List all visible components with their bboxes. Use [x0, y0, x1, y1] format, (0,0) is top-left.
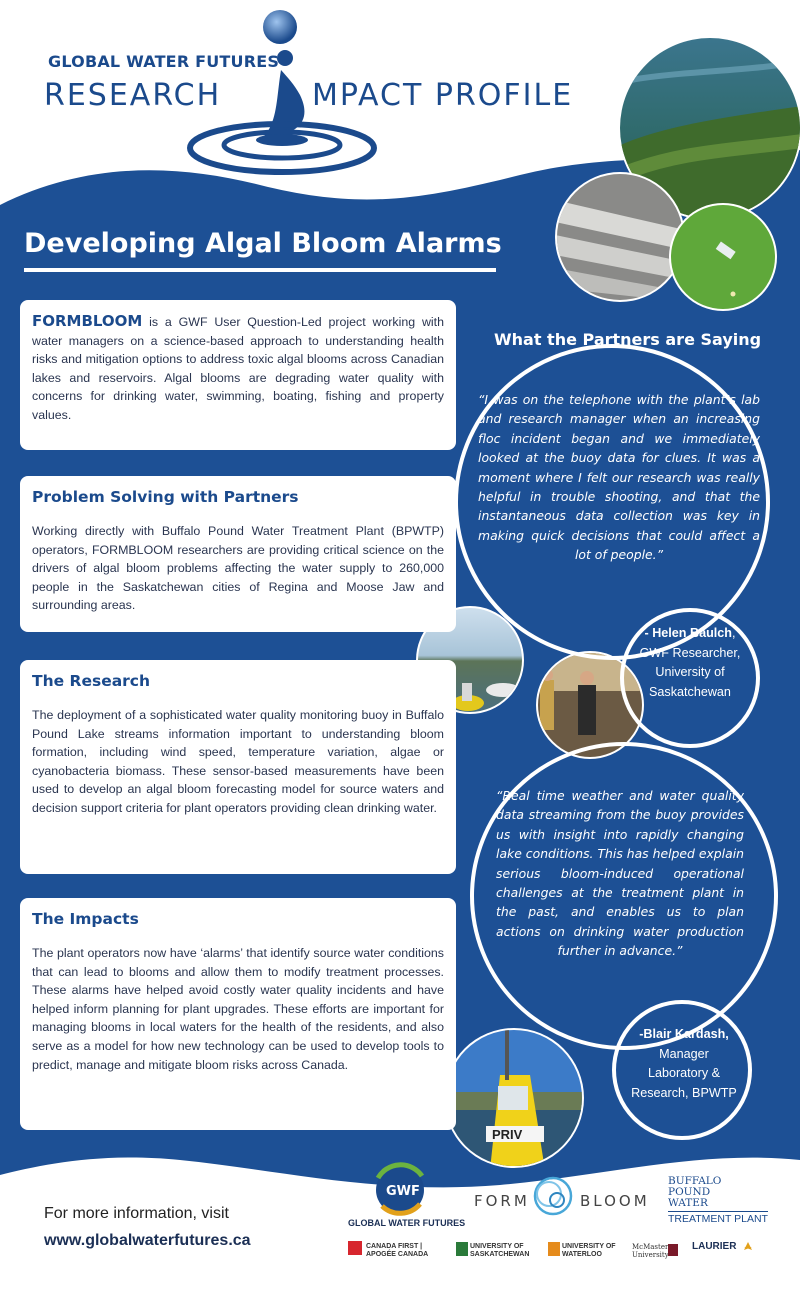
partner-logo-mcmaster: McMaster University — [632, 1243, 669, 1259]
formbloom-logo-mark — [535, 1178, 571, 1214]
quote-2-attribution — [628, 1025, 740, 1103]
footer-info: For more information, visit — [44, 1205, 229, 1222]
formbloom-left: FORM — [474, 1192, 530, 1210]
footer-url-link[interactable]: www.globalwaterfutures.ca — [44, 1232, 251, 1249]
quote-2-text: “Real time weather and water quality data streaming from the buoy provides us with insight into rapidly changing lake conditions. This has helped explain serious bloom-induced operational challenges at the treatment plant in the past, and enables us to plan actions on drinking water production further in advance.” — [496, 788, 744, 959]
section-card-partners — [20, 476, 456, 632]
section-heading: Problem Solving with Partners — [32, 488, 299, 506]
gwf-footer-logo — [376, 1165, 424, 1214]
section-card-impacts — [20, 898, 456, 1130]
intro-lead: FORMBLOOM — [32, 312, 143, 330]
bpwtp-sub: TREATMENT PLANT — [668, 1213, 768, 1225]
intro-text — [32, 312, 444, 425]
bpwtp-logo — [668, 1176, 768, 1225]
title-rule — [24, 268, 496, 272]
section-text: Working directly with Buffalo Pound Water Treatment Plant (BPWTP) operators, FORMBLOOM researchers are providing critical science on the drivers of algal bloom problems affecting the water supply to 260,000 people in the Saskatchewan cities of Regina and Moose Jaw and surrounding areas. — [32, 524, 444, 613]
header-title-part2: MPACT PROFILE — [312, 78, 574, 113]
formbloom-logo-text — [474, 1192, 650, 1210]
header-org: GLOBAL WATER FUTURES — [48, 52, 280, 71]
partner-logo-canada-first: CANADA FIRST | APOGÉE CANADA — [366, 1243, 429, 1258]
buoy-label: PRIV — [492, 1127, 523, 1142]
bpwtp-name: BUFFALO POUND WATER — [668, 1175, 722, 1209]
section-card-research — [20, 660, 456, 874]
section-text: The plant operators now have ‘alarms’ that identify source water conditions that can lead to blooms and allow them to modify treatment processes. These alarms have helped avoid costly water quality incidents and have helped inform planning for plant upgrades. These efforts are important for managing blooms in local waters for the health of the residents, and also serve as a model for how new technology can be used to develop tools to predict, manage and mitigate bloom risks across Canada. — [32, 946, 444, 1072]
quote-1-attribution — [634, 624, 746, 702]
svg-text:GWF: GWF — [386, 1184, 420, 1199]
gwf-logo-text: GLOBAL WATER FUTURES — [348, 1218, 466, 1228]
partners-title: What the Partners are Saying — [494, 330, 762, 349]
partner-logo-usask: UNIVERSITY OF SASKATCHEWAN — [470, 1243, 530, 1258]
partner-logo-laurier: LAURIER — [692, 1241, 737, 1252]
intro-body: is a GWF User Question-Led project working with water managers on a science-based approach to understanding health risks and mitigation options to address toxic algal blooms across Canadian lakes and reservoirs. Algal blooms are degrading water quality with concerns for drinking water, swimming, boating, fishing and property values. — [32, 315, 444, 422]
main-title: Developing Algal Bloom Alarms — [24, 228, 502, 259]
quote-2-name: -Blair Kardash, — [639, 1027, 729, 1041]
quote-1-text: “I was on the telephone with the plant’s lab and research manager when an increasing floc incident began and we immediately looked at the buoy data for clues. It was a moment where I felt our research was really helpful in trouble shooting, and that the instantaneous data collection was key in making quick decisions that could affect a lot of people.” — [478, 392, 760, 563]
header-title-part1: RESEARCH — [44, 78, 222, 113]
formbloom-right: BLOOM — [580, 1192, 650, 1210]
quote-2-role: Manager Laboratory & Research, BPWTP — [631, 1046, 737, 1100]
section-heading: The Research — [32, 672, 151, 690]
partner-logo-waterloo: UNIVERSITY OF WATERLOO — [562, 1243, 616, 1258]
section-text: The deployment of a sophisticated water quality monitoring buoy in Buffalo Pound Lake streams information important to understanding bloom formation, including wind speed, temperature variation, algae or cyanobacteria biomass. These sensor-based measurements have been used to develop an algal bloom forecasting model for source waters and decision support criteria for plant operators providing clean drinking water. — [32, 708, 444, 815]
section-heading: The Impacts — [32, 910, 139, 928]
quote-1-role: , GWF Researcher, University of Saskatchewan — [639, 626, 741, 699]
intro-card — [20, 300, 456, 450]
quote-1-name: - Helen Baulch — [644, 626, 732, 640]
header-title — [44, 78, 574, 113]
